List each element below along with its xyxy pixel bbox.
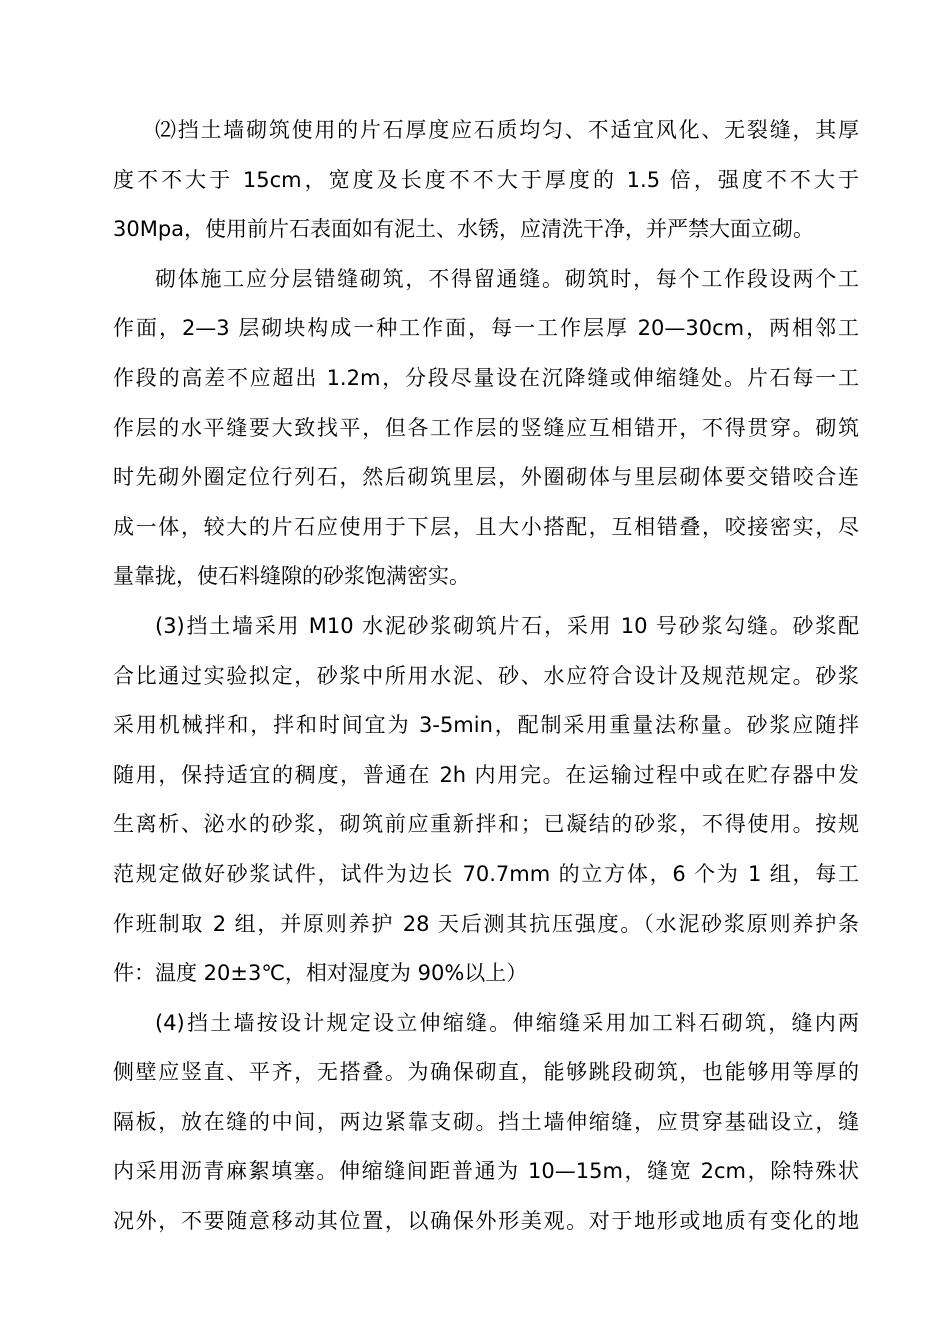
text-line: 内采用沥青麻絮填塞。伸缩缝间距普通为 10—15m，缝宽 2cm，除特殊状 (113, 1159, 859, 1184)
text-line: 隔板，放在缝的中间，两边紧靠支砌。挡土墙伸缩缝，应贯穿基础设立，缝 (113, 1109, 859, 1134)
text-line: 随用，保持适宜的稠度，普通在 2h 内用完。在运输过程中或在贮存器中发 (113, 762, 859, 787)
paragraph-mortar (113, 602, 859, 999)
paragraph-masonry-construction (113, 255, 859, 602)
document-body (113, 106, 859, 1247)
text-line: ⑵挡土墙砌筑使用的片石厚度应石质均匀、不适宜风化、无裂缝，其厚 (155, 118, 859, 142)
text-line: 度不不大于 15cm，宽度及长度不不大于厚度的 1.5 倍，强度不不大于 (113, 167, 859, 192)
text-line: 时先砌外圈定位行列石，然后砌筑里层，外圈砌体与里层砌体要交错咬合连 (113, 465, 859, 490)
text-line: 范规定做好砂浆试件，试件为边长 70.7mm 的立方体，6 个为 1 组，每工 (113, 861, 859, 886)
text-line: 合比通过实验拟定，砂浆中所用水泥、砂、水应符合设计及规范规定。砂浆 (113, 663, 859, 688)
text-line: (4)挡土墙按设计规定设立伸缩缝。伸缩缝采用加工料石砌筑，缝内两 (155, 1010, 859, 1035)
text-line: 况外，不要随意移动其位置，以确保外形美观。对于地形或地质有变化的地 (113, 1209, 859, 1234)
paragraph-expansion-joint (113, 999, 859, 1247)
text-line: 作层的水平缝要大致找平，但各工作层的竖缝应互相错开，不得贯穿。砌筑 (113, 415, 859, 440)
text-line: 侧壁应竖直、平齐，无搭叠。为确保砌直，能够跳段砌筑，也能够用等厚的 (113, 1060, 859, 1085)
text-line: 30Mpa，使用前片石表面如有泥土、水锈，应清洗干净，并严禁大面立砌。 (113, 217, 815, 242)
text-line: (3)挡土墙采用 M10 水泥砂浆砌筑片石，采用 10 号砂浆勾缝。砂浆配 (155, 613, 859, 638)
text-line: 作面，2—3 层砌块构成一种工作面，每一工作层厚 20—30cm，两相邻工 (113, 316, 859, 341)
text-line: 采用机械拌和，拌和时间宜为 3-5min，配制采用重量法称量。砂浆应随拌 (113, 713, 859, 738)
paragraph-stone-thickness (113, 106, 859, 255)
text-line: 生离析、泌水的砂浆，砌筑前应重新拌和；已凝结的砂浆，不得使用。按规 (113, 812, 859, 837)
text-line: 作班制取 2 组，并原则养护 28 天后测其抗压强度。（水泥砂浆原则养护条 (113, 911, 859, 936)
text-line: 砌体施工应分层错缝砌筑，不得留通缝。砌筑时，每个工作段设两个工 (155, 266, 859, 291)
text-line: 件：温度 20±3℃，相对湿度为 90%以上） (113, 961, 528, 986)
text-line: 量靠拢，使石料缝隙的砂浆饱满密实。 (113, 564, 470, 589)
text-line: 成一体，较大的片石应使用于下层，且大小搭配，互相错叠，咬接密实，尽 (113, 514, 859, 539)
text-line: 作段的高差不应超出 1.2m，分段尽量设在沉降缝或伸缩缝处。片石每一工 (113, 365, 859, 390)
